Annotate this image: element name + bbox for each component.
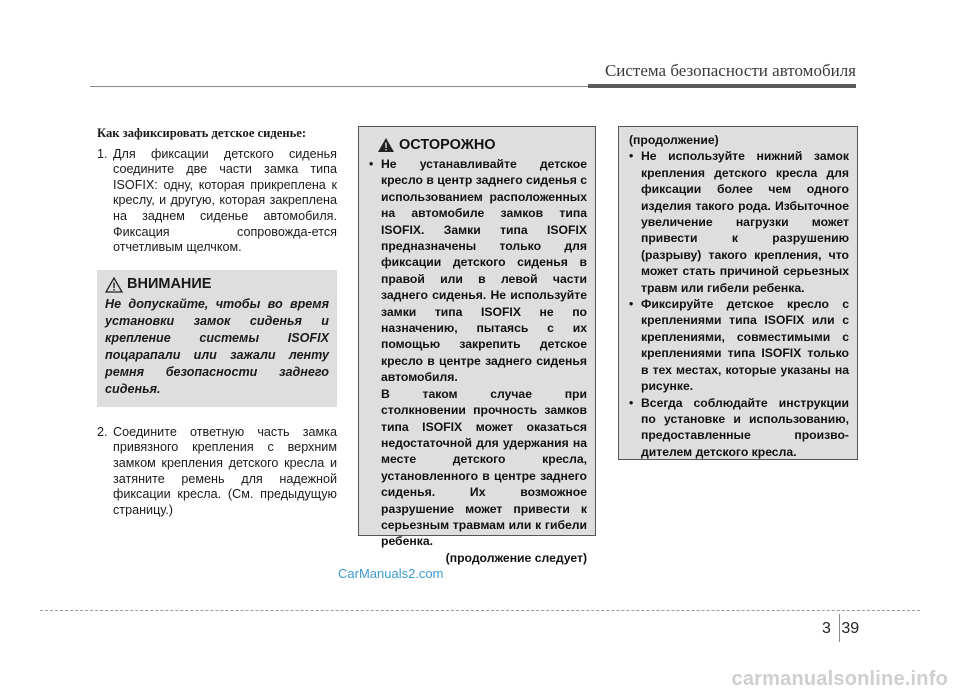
watermark-site: carmanualsonline.info bbox=[731, 668, 948, 690]
step-2-text: Соедините ответную часть замка привязного крепления с верхним замком крепления детского кресла и затяните ремень для надежной фиксации кресла. (См. предыдущую страницу.) bbox=[113, 424, 337, 517]
watermark-link[interactable]: CarManuals2.com bbox=[338, 566, 444, 581]
warning-bullet-text: Не устанавливайте детское кресло в центр заднего сиденья с использованием расположенных на автомобиле замков типа ISOFIX. Замки типа ISOFIX предназначены только для фиксации детского сиденья в правой или в левой части заднего сиденья. Не используйте замки типа ISOFIX не по назначению, пытаясь с их помощью закрепить детское кресло в центре заднего сиденья автомобиля. bbox=[381, 157, 587, 385]
warning-bullet bbox=[629, 296, 849, 394]
warning-bullet bbox=[629, 148, 849, 296]
chapter-number: 3 bbox=[822, 620, 831, 637]
header-rule-thin bbox=[90, 86, 588, 87]
left-column bbox=[97, 126, 337, 518]
footer-rule bbox=[40, 610, 920, 611]
continued-next-label: (продолжение следует) bbox=[445, 550, 587, 565]
warning-bullet-text: Не используйте нижний замок крепления детского кресла для фиксации более чем одного изделия такого рода. Избыточное увеличение нагрузки может привести к разрушению (разрыву) такого крепления, что может стать причиной серьезных травм или гибели ребенка. bbox=[641, 149, 849, 295]
page-number bbox=[822, 620, 859, 638]
warning-title: ОСТОРОЖНО bbox=[399, 137, 496, 153]
step-1-number: 1. bbox=[97, 146, 108, 161]
step-2-number: 2. bbox=[97, 424, 108, 439]
page-number-value: 39 bbox=[841, 620, 860, 637]
caution-title: ВНИМАНИЕ bbox=[127, 275, 212, 292]
caution-box bbox=[97, 270, 337, 407]
warning-triangle-icon bbox=[377, 137, 395, 153]
caution-title-row bbox=[105, 277, 329, 293]
caution-text: Не допускайте, чтобы во время установки замок сиденья и крепление системы ISOFIX поцарапали или зажали ленту ремня безопасности заднего сиденья. bbox=[105, 296, 329, 396]
warning-box-continued bbox=[618, 126, 858, 460]
warning-triangle-icon bbox=[105, 277, 123, 293]
bullet-dot: • bbox=[369, 157, 374, 171]
warning-bullet-text: Всегда соблюдайте инструкции по установке и использованию, предоставленные произво-дителем детского кресла. bbox=[641, 395, 849, 459]
warning-bullet bbox=[369, 156, 587, 386]
step-1-text: Для фиксации детского сиденья соедините две части замка типа ISOFIX: одну, которая прикреплена к креслу, и другую, которая закреплена на заднем сиденье автомобиля. Фиксация сопровожда-ется отчетливым щелчком. bbox=[113, 146, 337, 255]
page-number-separator bbox=[839, 614, 840, 642]
warning-box bbox=[358, 126, 596, 565]
page-header-title: Система безопасности автомобиля bbox=[604, 61, 856, 80]
bullet-dot: • bbox=[629, 297, 634, 312]
instructions-heading: Как зафиксировать детское сиденье: bbox=[97, 126, 307, 140]
warning-title-row bbox=[377, 137, 587, 153]
bullet-dot: • bbox=[629, 149, 634, 164]
header-rule-thick bbox=[588, 84, 856, 88]
step-2 bbox=[97, 425, 337, 519]
warning-bullet-text: Фиксируйте детское кресло с креплениями типа ISOFIX или с креплениями, совместимыми с креплениями типа ISOFIX только в тех местах, которые указаны на рисунке. bbox=[641, 297, 849, 394]
warning-paragraph: В таком случае при столкновении прочность замков типа ISOFIX может оказаться недостаточной для удержания на месте детского кресла, установленного в центре заднего сиденья. Их возможное разрушение может привести к серьезным травмам или к гибели ребенка. bbox=[381, 386, 587, 549]
continued-prev-label: (продолжение) bbox=[629, 133, 719, 147]
step-1 bbox=[97, 147, 337, 256]
bullet-dot: • bbox=[629, 395, 634, 410]
warning-bullet bbox=[629, 395, 849, 461]
